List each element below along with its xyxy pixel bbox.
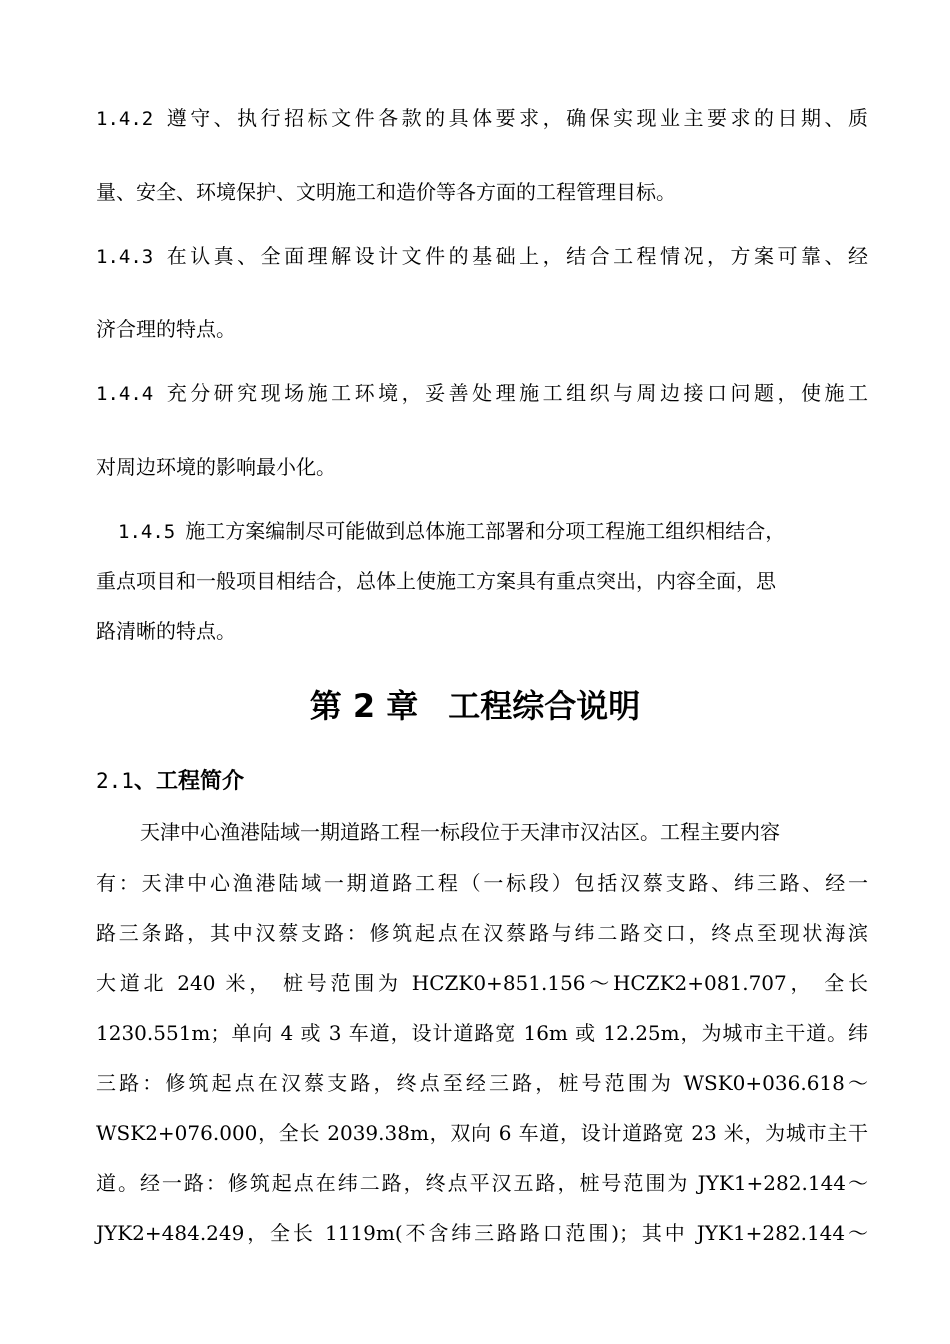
body-line-5: 1230.551m；单向 4 或 3 车道，设计道路宽 16m 或 12.25m，为城市主干道。纬	[96, 1021, 868, 1045]
item-1-4-5-line-2: 重点项目和一般项目相结合，总体上使施工方案具有重点突出，内容全面，思	[96, 569, 776, 593]
item-number: 1.4.3	[96, 246, 154, 268]
body-line-4: 大道北 240 米， 桩号范围为 HCZK0+851.156～HCZK2+081.707， 全长	[96, 971, 868, 995]
item-1-4-3-line-2: 济合理的特点。	[96, 317, 236, 341]
item-number: 1.4.4	[96, 383, 154, 405]
item-1-4-5-line-1	[118, 516, 868, 547]
body-line-3: 路三条路，其中汉蔡支路：修筑起点在汉蔡路与纬二路交口，终点至现状海滨	[96, 921, 868, 945]
body-line-1: 天津中心渔港陆域一期道路工程一标段位于天津市汉沽区。工程主要内容	[140, 820, 780, 844]
item-text: 在认真、全面理解设计文件的基础上，结合工程情况，方案可靠、经	[163, 244, 868, 268]
item-1-4-4-line-2: 对周边环境的影响最小化。	[96, 455, 336, 479]
section-number: 2.1	[96, 769, 134, 793]
body-line-7: WSK2+076.000，全长 2039.38m，双向 6 车道，设计道路宽 23 米，为城市主干	[96, 1121, 868, 1145]
section-heading	[96, 764, 244, 799]
item-1-4-2-line-1	[96, 103, 868, 134]
body-line-9: JYK2+484.249，全长 1119m(不含纬三路路口范围)；其中 JYK1+282.144～	[96, 1221, 868, 1245]
item-number: 1.4.5	[118, 521, 176, 543]
body-line-8: 道。经一路：修筑起点在纬二路，终点平汉五路，桩号范围为 JYK1+282.144～	[96, 1171, 868, 1195]
chapter-label: 第 2 章	[309, 687, 419, 725]
body-line-6: 三路：修筑起点在汉蔡支路，终点至经三路，桩号范围为 WSK0+036.618～	[96, 1071, 868, 1095]
item-text: 施工方案编制尽可能做到总体施工部署和分项工程施工组织相结合，	[185, 519, 786, 543]
item-1-4-4-line-1	[96, 378, 868, 409]
chapter-title: 工程综合说明	[448, 687, 641, 725]
section-title: 、工程简介	[133, 769, 244, 794]
chapter-heading	[0, 682, 950, 730]
item-1-4-5-line-3: 路清晰的特点。	[96, 619, 236, 643]
item-1-4-2-line-2: 量、安全、环境保护、文明施工和造价等各方面的工程管理目标。	[96, 180, 676, 204]
item-text: 充分研究现场施工环境，妥善处理施工组织与周边接口问题，使施工	[163, 381, 868, 405]
item-number: 1.4.2	[96, 108, 154, 130]
item-text: 遵守、执行招标文件各款的具体要求，确保实现业主要求的日期、质	[163, 106, 868, 130]
item-1-4-3-line-1	[96, 241, 868, 272]
body-line-2: 有：天津中心渔港陆域一期道路工程（一标段）包括汉蔡支路、纬三路、经一	[96, 871, 868, 895]
